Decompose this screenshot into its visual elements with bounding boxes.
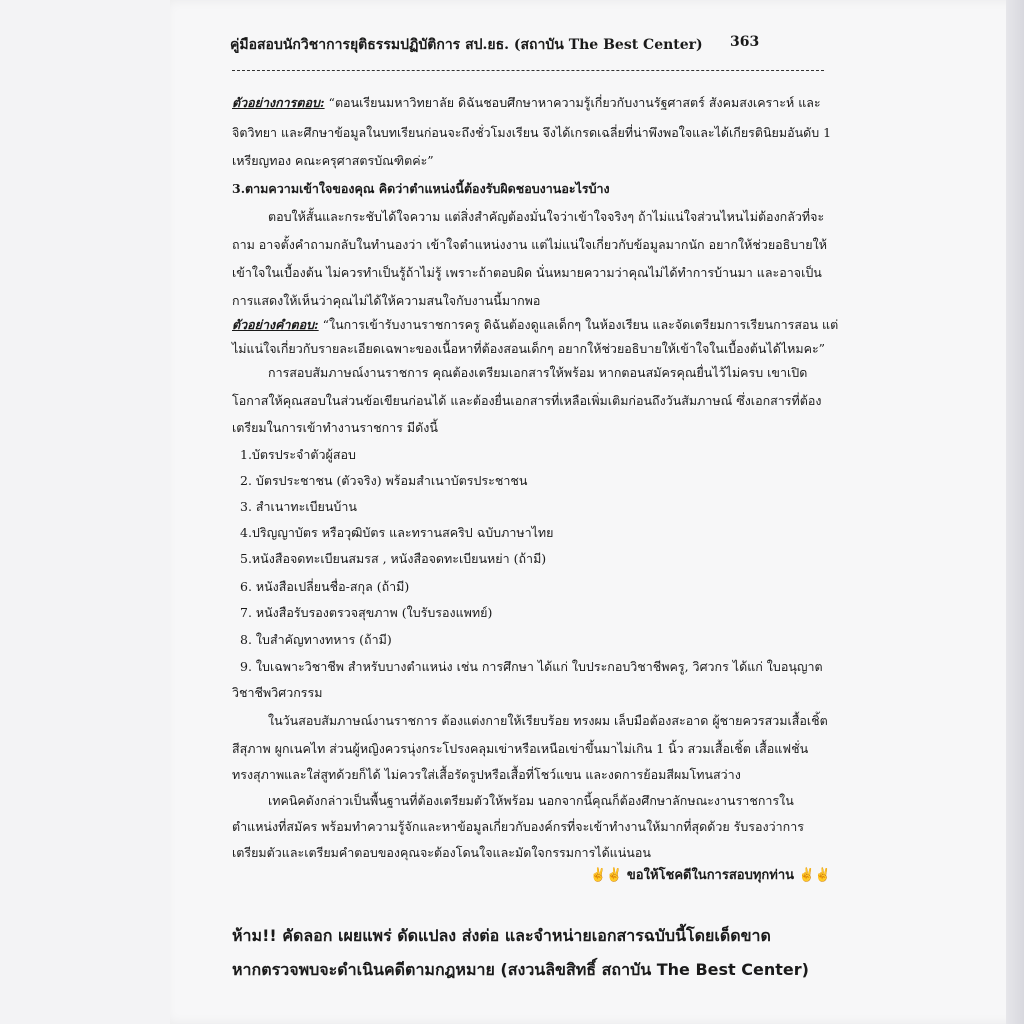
paragraph-line: การแสดงให้เห็นว่าคุณไม่ได้ให้ความสนใจกับงานนี้มากพอ (232, 293, 541, 308)
good-luck-message: ✌✌ ขอให้โชคดีในการสอบทุกท่าน ✌✌ (590, 868, 831, 883)
paragraph-line: ทรงสุภาพและใส่สูทด้วยก็ได้ ไม่ควรใส่เสื้อรัดรูปหรือเสื้อที่โชว์แขน และงดการย้อมสีผมโทนสว่าง (232, 767, 741, 782)
section-heading: 3.ตามความเข้าใจของคุณ คิดว่าตำแหน่งนี้ต้องรับผิดชอบงานอะไรบ้าง (232, 181, 610, 196)
paragraph-line: เข้าใจในเบื้องต้น ไม่ควรทำเป็นรู้ถ้าไม่รู้ เพราะถ้าตอบผิด นั่นหมายความว่าคุณไม่ได้ทำการบ้านมา และอาจเป็น (232, 265, 822, 280)
header-divider (232, 70, 824, 71)
paragraph-line: ตอบให้สั้นและกระชับได้ใจความ แต่สิ่งสำคัญต้องมั่นใจว่าเข้าใจจริงๆ ถ้าไม่แน่ใจส่วนไหนไม่ต้องกลัวที่จะ (268, 209, 825, 224)
list-item: 7. หนังสือรับรองตรวจสุขภาพ (ใบรับรองแพทย์) (240, 605, 493, 620)
running-header: คู่มือสอบนักวิชาการยุติธรรมปฏิบัติการ สป.ยธ. (สถาบัน The Best Center) (230, 37, 703, 53)
copyright-warning: หากตรวจพบจะดำเนินคดีตามกฎหมาย (สงวนลิขสิทธิ์ สถาบัน The Best Center) (232, 960, 809, 979)
list-item: 4.ปริญญาบัตร หรือวุฒิบัตร และทรานสคริป ฉบับภาษาไทย (240, 525, 554, 540)
example-answer-line: จิตวิทยา และศึกษาข้อมูลในบทเรียนก่อนจะถึงชั่วโมงเรียน จึงได้เกรดเฉลี่ยที่น่าพึงพอใจและได้เกียรตินิยมอันดับ 1 (232, 125, 832, 140)
list-item: 1.บัตรประจำตัวผู้สอบ (240, 447, 356, 462)
paragraph-line: เทคนิคดังกล่าวเป็นพื้นฐานที่ต้องเตรียมตัวให้พร้อม นอกจากนี้คุณก็ต้องศึกษาลักษณะงานราชการใน (268, 793, 794, 808)
paragraph-line: สีสุภาพ ผูกเนคไท ส่วนผู้หญิงควรนุ่งกระโปรงคลุมเข่าหรือเหนือเข่าขึ้นมาไม่เกิน 1 นิ้ว สวมเสื้อเชิ้ต เสื้อแฟชั่น (232, 741, 809, 756)
example-text: “ตอนเรียนมหาวิทยาลัย ดิฉันชอบศึกษาหาความรู้เกี่ยวกับงานรัฐศาสตร์ สังคมสงเคราะห์ และ (324, 95, 821, 110)
paragraph-line: ในวันสอบสัมภาษณ์งานราชการ ต้องแต่งกายให้เรียบร้อย ทรงผม เล็บมือต้องสะอาด ผู้ชายควรสวมเสื้อเชิ้ต (268, 713, 828, 728)
example-label: ตัวอย่างการตอบ: (232, 95, 325, 110)
list-item: 3. สำเนาทะเบียนบ้าน (240, 499, 357, 514)
list-item: 2. บัตรประชาชน (ตัวจริง) พร้อมสำเนาบัตรประชาชน (240, 473, 528, 488)
list-item: 6. หนังสือเปลี่ยนชื่อ-สกุล (ถ้ามี) (240, 579, 410, 594)
example-answer-line: เหรียญทอง คณะครุศาสตรบัณฑิตค่ะ” (232, 153, 434, 168)
paragraph-line: โอกาสให้คุณสอบในส่วนข้อเขียนก่อนได้ และต้องยื่นเอกสารที่เหลือเพิ่มเติมก่อนถึงวันสัมภาษณ์ ซึ่งเอกสารที่ต้อง (232, 393, 822, 408)
example-answer-line (232, 316, 838, 334)
list-item-continuation: วิชาชีพวิศวกรรม (232, 685, 323, 700)
paragraph-line: การสอบสัมภาษณ์งานราชการ คุณต้องเตรียมเอกสารให้พร้อม หากตอนสมัครคุณยื่นไว้ไม่ครบ เขาเปิด (268, 365, 808, 380)
list-item: 5.หนังสือจดทะเบียนสมรส , หนังสือจดทะเบียนหย่า (ถ้ามี) (240, 551, 547, 566)
paragraph-line: ถาม อาจตั้งคำถามกลับในทำนองว่า เข้าใจตำแหน่งงาน แต่ไม่แน่ใจเกี่ยวกับข้อมูลมากนัก อยากให้ช่วยอธิบายให้ (232, 237, 827, 252)
example-answer-line: ไม่แน่ใจเกี่ยวกับรายละเอียดเฉพาะของเนื้อหาที่ต้องสอนเด็กๆ อยากให้ช่วยอธิบายให้เข้าใจในเบื้องต้นได้ไหมคะ” (232, 341, 826, 356)
example-answer-line (232, 94, 821, 112)
page-number: 363 (730, 34, 760, 50)
list-item: 8. ใบสำคัญทางทหาร (ถ้ามี) (240, 632, 392, 647)
paragraph-line: เตรียมตัวและเตรียมคำตอบของคุณจะต้องโดนใจและมัดใจกรรมการได้แน่นอน (232, 845, 651, 860)
copyright-warning: ห้าม!! คัดลอก เผยแพร่ ดัดแปลง ส่งต่อ และจำหน่ายเอกสารฉบับนี้โดยเด็ดขาด (232, 926, 771, 945)
example-label: ตัวอย่างคำตอบ: (232, 317, 319, 332)
example-text: “ในการเข้ารับงานราชการครู ดิฉันต้องดูแลเด็กๆ ในห้องเรียน และจัดเตรียมการเรียนการสอน แต่ (318, 317, 839, 332)
list-item: 9. ใบเฉพาะวิชาชีพ สำหรับบางตำแหน่ง เช่น การศึกษา ได้แก่ ใบประกอบวิชาชีพครู, วิศวกร ได้แก่ ใบอนุญาต (240, 659, 823, 674)
paragraph-line: ตำแหน่งที่สมัคร พร้อมทำความรู้จักและหาข้อมูลเกี่ยวกับองค์กรที่จะเข้าทำงานให้มากที่สุดด้วย รับรองว่าการ (232, 819, 804, 834)
page-edge (1006, 0, 1024, 1024)
paragraph-line: เตรียมในการเข้าทำงานราชการ มีดังนี้ (232, 420, 438, 435)
